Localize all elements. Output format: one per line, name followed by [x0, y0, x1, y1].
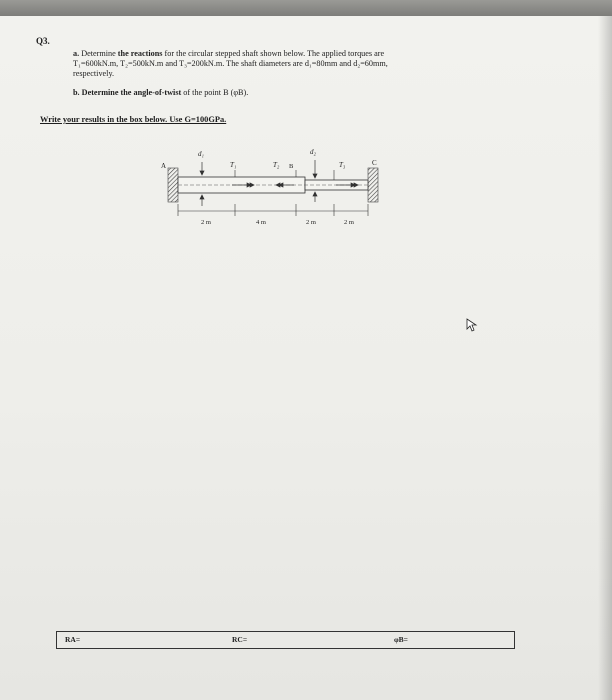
label-point-a: A	[161, 162, 167, 170]
dimension-line	[178, 204, 368, 216]
dim-label-3: 2 m	[306, 219, 316, 226]
shaft-diagram	[158, 138, 388, 234]
part-a-bold: the reactions	[117, 49, 163, 58]
part-b-bold: the angle-of-twist	[120, 88, 182, 97]
right-wall	[368, 168, 378, 202]
dim-label-2: 4 m	[256, 219, 266, 226]
part-b-text	[73, 88, 553, 98]
left-wall	[168, 168, 178, 202]
part-b-label: b.	[73, 88, 80, 97]
part-a-line2: T₁=600kN.m, T₂=500kN.m and T₃=200kN.m. The shaft diameters are d₁=80mm and d₂=60mm,	[73, 58, 388, 68]
part-a-line3: respectively.	[73, 68, 115, 78]
answer-box[interactable]	[56, 631, 515, 649]
label-t1: T₁	[230, 161, 237, 169]
label-d1: d₁	[198, 150, 204, 158]
label-t3: T₃	[339, 161, 346, 169]
question-number: Q3.	[36, 36, 50, 46]
sheet-shadow	[598, 16, 612, 700]
answer-ra: RA=	[65, 635, 81, 644]
part-a-text	[73, 49, 553, 78]
dim-label-4: 2 m	[344, 219, 354, 226]
label-point-b: B	[289, 163, 294, 170]
label-point-c: C	[372, 159, 377, 167]
part-a-lead: Determine	[81, 49, 116, 58]
label-t2: T₂	[273, 161, 280, 169]
part-a-mid: for the circular stepped shaft shown below. The applied torques are	[164, 49, 385, 58]
part-b-lead: Determine	[81, 88, 119, 97]
top-background-strip	[0, 0, 612, 16]
instruction-text: Write your results in the box below. Use G=100GPa.	[40, 115, 227, 124]
answer-rc: RC=	[232, 635, 248, 644]
part-b-rest: of the point B (φB).	[183, 88, 249, 97]
answer-phi-b: φB=	[394, 635, 408, 644]
mouse-cursor-icon	[466, 318, 478, 332]
part-a-label: a.	[73, 49, 80, 58]
label-d2: d₂	[310, 148, 316, 156]
dim-label-1: 2 m	[201, 219, 211, 226]
